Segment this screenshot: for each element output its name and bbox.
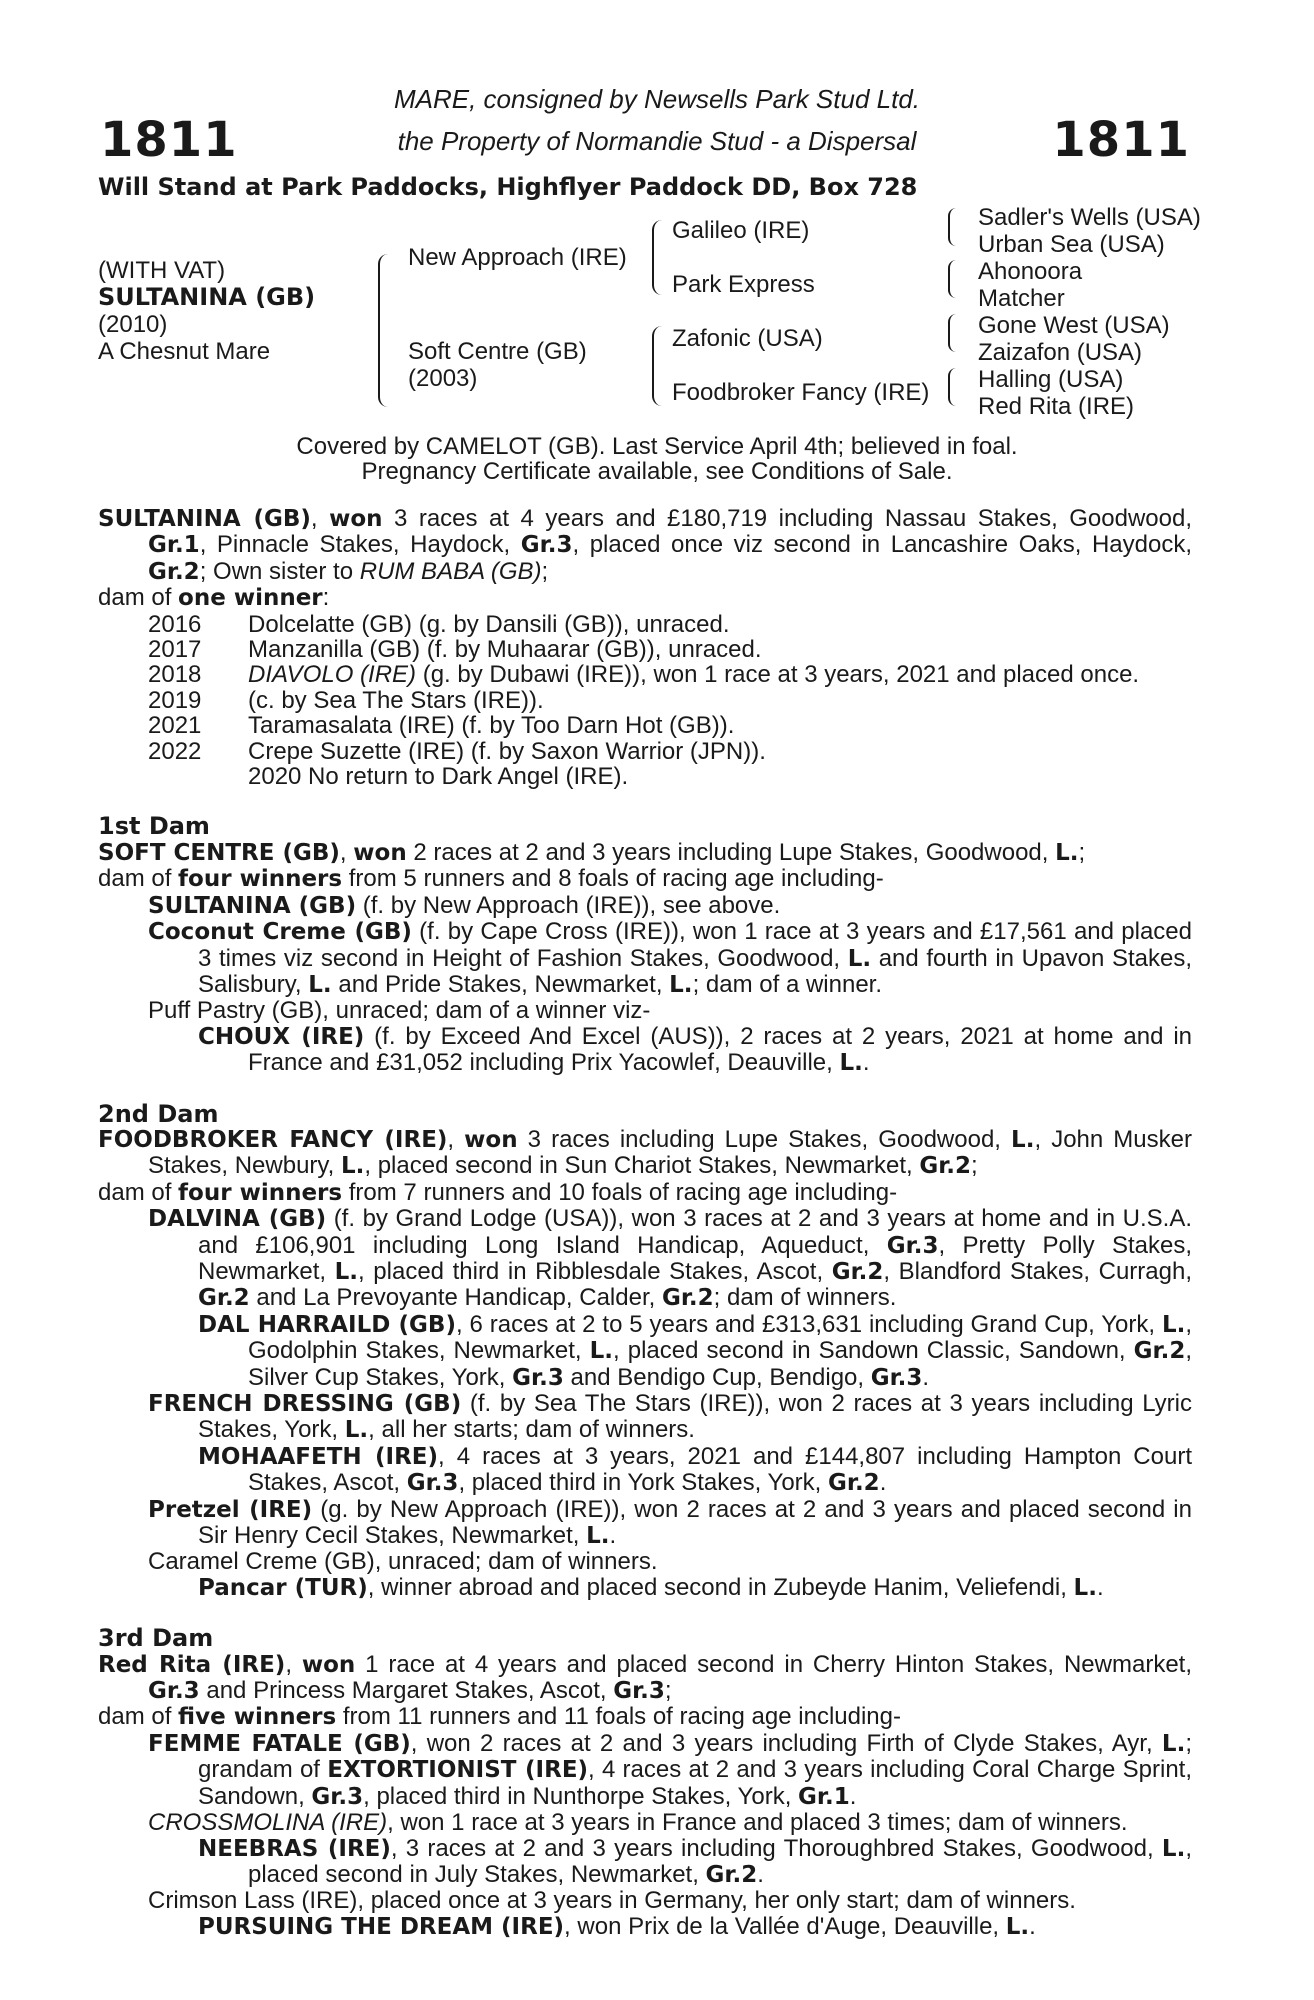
foal-row — [98, 713, 1192, 738]
progeny-text: and Pride Stakes, Newmarket, — [331, 970, 670, 998]
progeny-text: (f. by Sea The Stars (IRE)), won 2 races at 3 years including Lyric Stakes, York, — [198, 1390, 1192, 1444]
progeny-entry: Puff Pastry (GB), unraced; dam of a winner viz- — [148, 997, 651, 1025]
won-label: won — [329, 506, 383, 532]
progeny-name: Coconut Creme (GB) — [148, 919, 412, 946]
winner-count: four winners — [178, 866, 343, 893]
record-text: , placed second in Sun Chariot Stakes, Newmarket, — [364, 1152, 920, 1180]
pedigree-brace-dd — [948, 368, 956, 406]
dam-of-line — [98, 866, 1192, 892]
lot-number-right: 1811 — [1052, 112, 1190, 168]
progeny-text: (f. by New Approach (IRE)), see above. — [356, 891, 781, 919]
foal-row — [98, 739, 1192, 764]
foal-row — [98, 637, 1192, 662]
progeny-text: (f. by Cape Cross (IRE)), won 1 race at 3 years and £17,561 and placed 3 times viz second in Height of Fashion Stakes, Goodwood, — [198, 918, 1192, 972]
foal-row — [98, 612, 1192, 637]
foal-text: Crepe Suzette (IRE) (f. by Saxon Warrior (JPN)). — [248, 737, 766, 765]
dam-of-line — [98, 1704, 1192, 1730]
progeny-text: . — [1096, 1573, 1104, 1601]
progeny-text: (f. by Grand Lodge (USA)), won 3 races at 2 and 3 years at home and in U.S.A. and £106,901 including Long Island Handicap, Aqueduct, — [198, 1205, 1192, 1259]
progeny-text: , Pretty Polly Stakes, Newmarket, — [198, 1231, 1192, 1285]
grade-label: Gr.2 — [1133, 1338, 1186, 1365]
pedigree-ddd: Red Rita (IRE) — [978, 393, 1135, 420]
dam-name: Red Rita (IRE) — [98, 1651, 286, 1678]
progeny-text: . — [757, 1860, 764, 1888]
dam-of-text: from 7 runners and 10 foals of racing age including- — [342, 1178, 898, 1206]
progeny-text: , placed second in July Stakes, Newmarket, — [248, 1834, 1192, 1888]
progeny-name: SULTANINA (GB) — [148, 892, 357, 919]
horse-description: A Chesnut Mare — [98, 338, 271, 365]
covered-line-1: Covered by CAMELOT (GB). Last Service April 4th; believed in foal. — [296, 433, 1018, 460]
foal-year: 2018 — [148, 661, 202, 689]
record-text: 1 race at 4 years and placed second in Cherry Hinton Stakes, Newmarket, — [355, 1650, 1192, 1678]
foal-year: 2017 — [148, 636, 202, 664]
progeny-entry — [98, 1391, 1192, 1444]
listed-label: L. — [839, 1050, 863, 1077]
dam-of-text: dam of — [98, 584, 179, 612]
progeny-text: , 4 races at 3 years, 2021 and £144,807 including Hampton Court Stakes, Ascot, — [248, 1442, 1192, 1497]
progeny-text: , Godolphin Stakes, Newmarket, — [248, 1310, 1193, 1365]
progeny-entry: Crimson Lass (IRE), placed once at 3 years in Germany, her only start; dam of winners. — [148, 1887, 1076, 1915]
winner-count: five winners — [178, 1704, 337, 1731]
progeny-text: (f. by Exceed And Excel (AUS)), 2 races at 2 years, 2021 at home and in France and £31,052 including Prix Yacowlef, Deauville, — [248, 1022, 1192, 1077]
grade-label: Gr.2 — [198, 1285, 250, 1312]
grade-label: Gr.2 — [148, 558, 200, 585]
grade-label: Gr.2 — [828, 1470, 880, 1497]
covered-line-2: Pregnancy Certificate available, see Conditions of Sale. — [361, 458, 953, 485]
dam-name: SOFT CENTRE (GB) — [98, 839, 340, 866]
listed-label: L. — [344, 1417, 369, 1444]
progeny-entry — [98, 893, 1192, 919]
foal-row — [98, 688, 1192, 713]
grand-progeny-entry — [98, 1024, 1192, 1077]
listed-label: L. — [1161, 1311, 1186, 1338]
foal-text: (g. by Dubawi (IRE)), won 1 race at 3 years, 2021 and placed once. — [422, 661, 1140, 689]
progeny-name: CROSSMOLINA (IRE) — [148, 1809, 388, 1837]
pedigree-dam: Soft Centre (GB) — [408, 338, 587, 365]
progeny-text: and fourth in Upavon Stakes, Salisbury, — [198, 944, 1192, 998]
progeny-text: , 3 races at 2 and 3 years including Thoroughbred Stakes, Goodwood, — [390, 1834, 1162, 1862]
listed-label: L. — [308, 971, 332, 998]
foal-row — [98, 662, 1192, 687]
listed-label: L. — [1011, 1126, 1035, 1153]
grade-label: Gr.3 — [512, 1364, 564, 1391]
dam-of-text: dam of — [98, 865, 179, 893]
progeny-text: , all her starts; dam of winners. — [368, 1416, 695, 1444]
foal-year: 2021 — [148, 712, 202, 740]
progeny-name: EXTORTIONIST (IRE) — [327, 1757, 589, 1784]
progeny-name: MOHAAFETH (IRE) — [198, 1443, 439, 1470]
listed-label: L. — [1161, 1730, 1186, 1757]
pedigree-brace-ds — [948, 314, 956, 352]
foal-text: (c. by Sea The Stars (IRE)). — [248, 686, 544, 714]
record-text: ; — [541, 557, 549, 585]
progeny-text: ; grandam of — [198, 1729, 1192, 1784]
foal-text: 2020 No return to Dark Angel (IRE). — [248, 763, 629, 791]
record-text: ; — [971, 1152, 978, 1180]
horse-name: SULTANINA (GB) — [98, 283, 316, 311]
consignment-line-2: the Property of Normandie Stud - a Dispersal — [397, 126, 917, 156]
pedigree-brace-sire — [652, 220, 662, 295]
stand-location: Will Stand at Park Paddocks, Highflyer Paddock DD, Box 728 — [98, 173, 918, 201]
progeny-text: ; dam of a winner. — [692, 970, 882, 998]
record-text: , John Musker Stakes, Newbury, — [148, 1125, 1192, 1180]
progeny-name: FRENCH DRESSING (GB) — [148, 1391, 462, 1417]
grand-progeny-entry — [98, 1836, 1192, 1889]
horse-name-ref: SULTANINA (GB) — [98, 506, 311, 532]
dam3-heading: 3rd Dam — [98, 1624, 214, 1653]
progeny-text: . — [849, 1782, 857, 1810]
progeny-name: CHOUX (IRE) — [198, 1023, 365, 1050]
grade-label: Gr.3 — [406, 1470, 459, 1497]
record-text: and Princess Margaret Stakes, Ascot, — [199, 1677, 614, 1705]
dam2-heading: 2nd Dam — [98, 1099, 219, 1128]
pedigree-brace-main — [378, 254, 390, 407]
record-text: ; — [664, 1677, 672, 1705]
foal-text: Taramasalata (IRE) (f. by Too Darn Hot (GB)). — [248, 712, 735, 740]
progeny-text: , placed third in Nunthorpe Stakes, York, — [363, 1782, 799, 1810]
progeny-name: DAL HARRAILD (GB) — [198, 1311, 456, 1338]
progeny-text: and La Prevoyante Handicap, Calder, — [249, 1284, 662, 1312]
grade-label: Gr.3 — [148, 1678, 200, 1705]
grand-progeny-entry — [98, 1312, 1192, 1391]
won-label: won — [353, 839, 407, 866]
pedigree-sds: Ahonoora — [978, 258, 1083, 285]
vat-note: (WITH VAT) — [98, 257, 226, 284]
pedigree-brace-sd — [948, 260, 956, 298]
progeny-text: , Silver Cup Stakes, York, — [248, 1337, 1192, 1391]
foal-name: DIAVOLO (IRE) — [248, 661, 417, 689]
pedigree-dam-dam: Foodbroker Fancy (IRE) — [672, 379, 930, 406]
foal-year — [98, 764, 248, 789]
listed-label: L. — [669, 971, 693, 998]
listed-label: L. — [1161, 1835, 1186, 1862]
progeny-text: , 6 races at 2 to 5 years and £313,631 including Grand Cup, York, — [455, 1310, 1162, 1338]
dam-of-text: dam of — [98, 1703, 179, 1731]
grade-label: Gr.2 — [831, 1258, 884, 1285]
dam3-record: Red Rita (IRE), won 1 race at 4 years and placed second in Cherry Hinton Stakes, Newmarket, Gr.3 and Princess Margaret Stakes, Ascot, Gr.3; — [98, 1650, 1192, 1705]
dam2-record: FOODBROKER FANCY (IRE), won 3 races including Lupe Stakes, Goodwood, L., John Musker Stakes, Newbury, L., placed second in Sun Chariot Stakes, Newmarket, Gr.2; — [98, 1125, 1192, 1180]
pedigree-dam-sire: Zafonic (USA) — [672, 325, 823, 352]
progeny-text: , winner abroad and placed second in Zubeyde Hanim, Veliefendi, — [367, 1573, 1074, 1601]
dam-of-text: : — [322, 584, 330, 612]
foal-year: 2019 — [148, 686, 202, 714]
progeny-text: . — [1029, 1912, 1036, 1940]
record-text: 2 races at 2 and 3 years including Lupe Stakes, Goodwood, — [406, 838, 1056, 866]
grade-label: Gr.1 — [798, 1783, 850, 1810]
grade-label: Gr.1 — [148, 532, 200, 559]
grade-label: Gr.3 — [870, 1364, 923, 1391]
progeny-text: , won 1 race at 3 years in France and placed 3 times; dam of winners. — [387, 1809, 1128, 1837]
progeny-entry: Caramel Creme (GB), unraced; dam of winners. — [148, 1548, 658, 1576]
progeny-entry — [98, 1497, 1192, 1550]
progeny-text: . — [862, 1049, 870, 1077]
listed-label: L. — [340, 1153, 365, 1180]
foal-text: Dolcelatte (GB) (g. by Dansili (GB)), unraced. — [248, 610, 730, 638]
listed-label: L. — [1073, 1574, 1097, 1601]
listed-label: L. — [589, 1338, 614, 1365]
grade-label: Gr.3 — [520, 532, 573, 559]
catalogue-body — [98, 506, 1192, 1940]
progeny-text: . — [922, 1363, 930, 1391]
foal-year: 2022 — [148, 737, 202, 765]
progeny-text: , placed third in Ribblesdale Stakes, Ascot, — [358, 1257, 832, 1285]
dam-name: FOODBROKER FANCY (IRE) — [98, 1126, 448, 1153]
pedigree-sire-dam: Park Express — [672, 271, 815, 298]
pedigree-sire-sire: Galileo (IRE) — [672, 217, 810, 244]
grade-label: Gr.2 — [661, 1285, 714, 1312]
progeny-text: and Bendigo Cup, Bendigo, — [563, 1363, 871, 1391]
progeny-text: , 4 races at 2 and 3 years including Coral Charge Sprint, Sandown, — [198, 1756, 1193, 1810]
progeny-entry — [98, 919, 1192, 998]
dam1-heading: 1st Dam — [98, 812, 210, 841]
listed-label: L. — [334, 1258, 359, 1285]
grade-label: Gr.3 — [613, 1678, 665, 1705]
pedigree-brace-dam — [652, 326, 662, 406]
dam1-record: SOFT CENTRE (GB), won 2 races at 2 and 3 years including Lupe Stakes, Goodwood, L.; — [98, 838, 1086, 866]
listed-label: L. — [1055, 839, 1079, 866]
progeny-name: DALVINA (GB) — [148, 1206, 327, 1233]
foal-text: Manzanilla (GB) (f. by Muhaarar (GB)), unraced. — [248, 636, 762, 664]
progeny-entry — [98, 1810, 1192, 1835]
dam-of-line — [98, 1180, 1192, 1206]
dam-of-text: from 5 runners and 8 foals of racing age including- — [342, 865, 884, 893]
pedigree-dds: Halling (USA) — [978, 366, 1124, 393]
pedigree-sire: New Approach (IRE) — [408, 244, 627, 271]
grand-progeny-entry — [98, 1444, 1192, 1497]
foal-year: 2016 — [148, 610, 202, 638]
progeny-name: Pancar (TUR) — [198, 1574, 368, 1601]
progeny-text: , Blandford Stakes, Curragh, — [883, 1257, 1192, 1285]
consignment-line-1: MARE, consigned by Newsells Park Stud Ltd. — [393, 84, 921, 114]
pedigree-dam-year: (2003) — [408, 365, 478, 392]
grade-label: Gr.3 — [886, 1232, 939, 1259]
record-text: ; — [1078, 838, 1086, 866]
progeny-name: PURSUING THE DREAM (IRE) — [198, 1913, 565, 1940]
progeny-text: , placed second in Sandown Classic, Sandown, — [613, 1337, 1134, 1365]
grade-label: Gr.2 — [705, 1861, 758, 1888]
mare-record: SULTANINA (GB), won 3 races at 4 years and £180,719 including Nassau Stakes, Goodwood, Gr.1, Pinnacle Stakes, Haydock, Gr.3, placed once viz second in Lancashire Oaks, Haydock, Gr.2; Own sister to RUM BABA (GB); — [98, 505, 1192, 585]
listed-label: L. — [586, 1523, 610, 1550]
pedigree-brace-ss — [948, 208, 956, 246]
pedigree-ssd: Urban Sea (USA) — [978, 231, 1165, 258]
progeny-entry — [98, 1731, 1192, 1810]
lot-number-left: 1811 — [100, 112, 238, 168]
grade-label: Gr.3 — [311, 1783, 364, 1810]
record-text: , Pinnacle Stakes, Haydock, — [199, 531, 521, 559]
won-label: won — [301, 1651, 356, 1678]
grand-progeny-entry — [98, 1914, 1192, 1940]
pedigree-sdd: Matcher — [978, 285, 1065, 312]
progeny-text: (g. by New Approach (IRE)), won 2 races at 2 and 3 years and placed second in Sir Henry Cecil Stakes, Newmarket, — [198, 1495, 1192, 1550]
progeny-text: , won 2 races at 2 and 3 years including Firth of Clyde Stakes, Ayr, — [410, 1729, 1162, 1757]
dam-of-text: dam of — [98, 1178, 179, 1206]
record-text: 3 races at 4 years and £180,719 including Nassau Stakes, Goodwood, — [382, 505, 1192, 532]
listed-label: L. — [1005, 1913, 1030, 1940]
progeny-name: FEMME FATALE (GB) — [148, 1730, 411, 1757]
sister-name: RUM BABA (GB) — [359, 557, 542, 585]
progeny-text: , placed third in York Stakes, York, — [458, 1469, 828, 1497]
horse-year: (2010) — [98, 311, 168, 338]
winner-count: four winners — [178, 1179, 343, 1206]
record-text: ; Own sister to — [199, 557, 360, 585]
record-text: , placed once viz second in Lancashire Oaks, Haydock, — [572, 531, 1192, 559]
winner-count: one winner — [178, 585, 323, 612]
dam-of-line — [98, 585, 1192, 611]
pedigree-sss: Sadler's Wells (USA) — [978, 204, 1201, 231]
record-text: 3 races including Lupe Stakes, Goodwood, — [517, 1125, 1012, 1153]
grade-label: Gr.2 — [919, 1153, 972, 1180]
progeny-text: ; dam of winners. — [713, 1284, 897, 1312]
progeny-text: , won Prix de la Vallée d'Auge, Deauville, — [564, 1912, 1006, 1940]
grand-progeny-entry — [98, 1575, 1192, 1601]
progeny-text: . — [879, 1469, 887, 1497]
progeny-entry — [98, 1206, 1192, 1312]
pedigree-dss: Gone West (USA) — [978, 312, 1170, 339]
progeny-text: . — [609, 1522, 617, 1550]
dam-of-text: from 11 runners and 11 foals of racing age including- — [336, 1703, 901, 1731]
listed-label: L. — [847, 945, 872, 972]
won-label: won — [464, 1126, 518, 1153]
foal-row — [98, 764, 1192, 789]
pedigree-dsd: Zaizafon (USA) — [978, 339, 1143, 366]
progeny-name: Pretzel (IRE) — [148, 1496, 313, 1523]
progeny-name: NEEBRAS (IRE) — [198, 1835, 391, 1862]
